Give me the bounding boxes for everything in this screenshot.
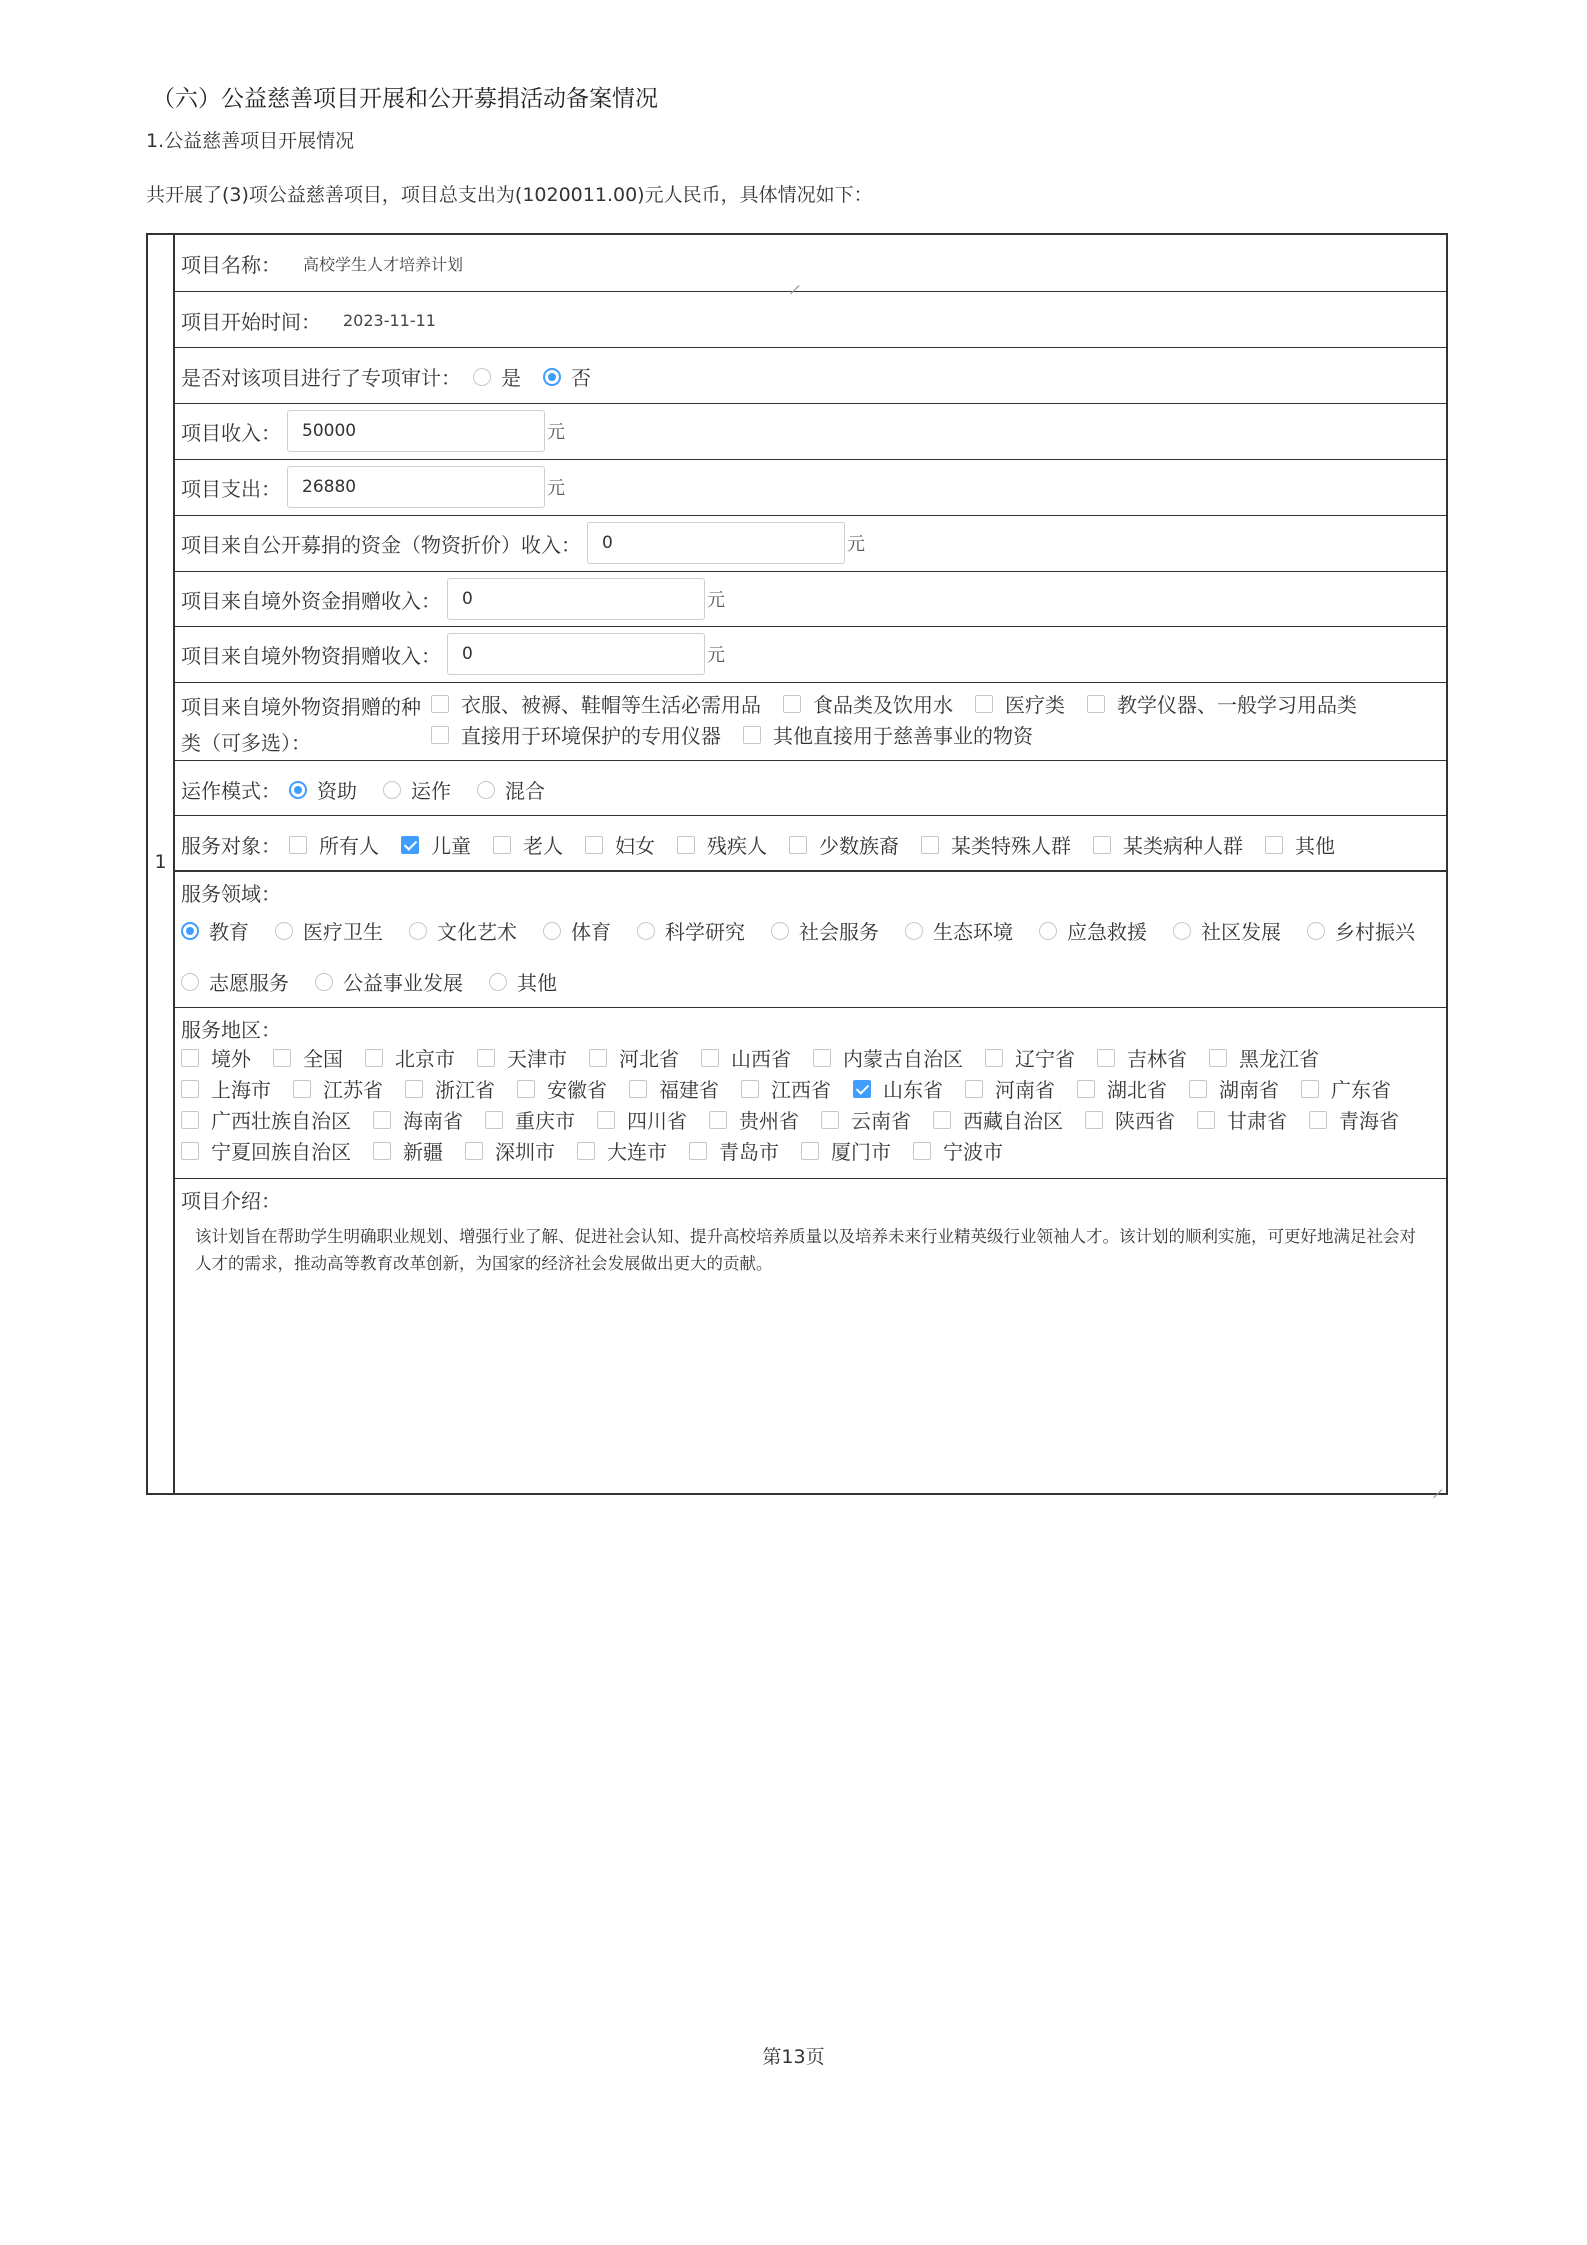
option-label: 甘肃省: [1227, 1109, 1287, 1133]
radio-icon[interactable]: [275, 922, 293, 940]
checkbox-icon[interactable]: [813, 1049, 831, 1067]
checkbox-icon[interactable]: [181, 1049, 199, 1067]
income-unit: 元: [547, 422, 565, 443]
region-row4-option[interactable]: [801, 1136, 891, 1165]
option-label: 文化艺术: [437, 920, 517, 944]
region-row4-option[interactable]: [689, 1136, 779, 1165]
checkbox-icon[interactable]: [517, 1080, 535, 1098]
overseas-fund-unit: 元: [707, 590, 725, 611]
radio-icon[interactable]: [477, 781, 495, 799]
option-label: 北京市: [395, 1047, 455, 1071]
field-row1-option[interactable]: [1307, 916, 1415, 945]
overseas-goods-input[interactable]: 0: [447, 633, 705, 675]
checkbox-icon[interactable]: [741, 1080, 759, 1098]
checkbox-icon[interactable]: [293, 1080, 311, 1098]
option-label: 重庆市: [515, 1109, 575, 1133]
field-row1-option[interactable]: [543, 916, 611, 945]
region-row2-option[interactable]: [1189, 1074, 1279, 1103]
checkbox-icon[interactable]: [597, 1111, 615, 1129]
region-row2-option[interactable]: [853, 1074, 943, 1103]
option-label: 海南省: [403, 1109, 463, 1133]
public-fund-label: 项目来自公开募捐的资金（物资折价）收入：: [181, 532, 581, 557]
checkbox-icon[interactable]: [431, 726, 449, 744]
overseas-goods-unit: 元: [707, 645, 725, 666]
field-row1-option[interactable]: [409, 916, 517, 945]
region-row2-option[interactable]: [741, 1074, 831, 1103]
region-row4-option[interactable]: [181, 1136, 351, 1165]
checkbox-icon[interactable]: [1189, 1080, 1207, 1098]
row-intro: [175, 1179, 1446, 1495]
option-label: 老人: [523, 834, 563, 858]
region-row4-option[interactable]: [577, 1136, 667, 1165]
target-line-option[interactable]: [1265, 830, 1335, 859]
radio-icon[interactable]: [1173, 922, 1191, 940]
checkbox-icon[interactable]: [709, 1111, 727, 1129]
checkbox-icon[interactable]: [1209, 1049, 1227, 1067]
region-row3-option[interactable]: [181, 1105, 351, 1134]
option-label: 所有人: [319, 834, 379, 858]
region-row1-option[interactable]: [1097, 1043, 1187, 1072]
option-label: 四川省: [627, 1109, 687, 1133]
mode-line-option[interactable]: [477, 775, 545, 804]
option-label: 某类病种人群: [1123, 834, 1243, 858]
field-row1-option[interactable]: [1173, 916, 1281, 945]
option-label: 宁夏回族自治区: [211, 1140, 351, 1164]
overseas-fund-label: 项目来自境外资金捐赠收入：: [181, 588, 441, 613]
audit-label: 是否对该项目进行了专项审计：: [181, 366, 461, 390]
row-service-region: [175, 1008, 1446, 1179]
project-name-field[interactable]: 高校学生人才培养计划: [303, 255, 464, 274]
field-row2-option[interactable]: [181, 967, 289, 996]
start-date-field[interactable]: 2023-11-11: [343, 311, 436, 330]
row-start-date: [175, 292, 1446, 348]
checkbox-icon[interactable]: [1093, 836, 1111, 854]
row-overseas-goods: [175, 627, 1446, 683]
region-row4-option[interactable]: [913, 1136, 1003, 1165]
option-label: 资助: [317, 779, 357, 803]
region-row3-option[interactable]: [485, 1105, 575, 1134]
region-row2-option[interactable]: [965, 1074, 1055, 1103]
region-row2-option[interactable]: [629, 1074, 719, 1103]
goods-type-label-1: 项目来自境外物资捐赠的种: [181, 695, 421, 719]
option-label: 科学研究: [665, 920, 745, 944]
option-label: 体育: [571, 920, 611, 944]
region-row3-option[interactable]: [933, 1105, 1063, 1134]
option-label: 青岛市: [719, 1140, 779, 1164]
expense-unit: 元: [547, 478, 565, 499]
region-row3-option[interactable]: [821, 1105, 911, 1134]
goods-row2-option[interactable]: [431, 720, 721, 749]
row-goods-types: [175, 683, 1446, 761]
overseas-fund-input[interactable]: 0: [447, 578, 705, 620]
option-label: 江西省: [771, 1078, 831, 1102]
resize-handle-icon[interactable]: [789, 277, 799, 287]
region-row2-option[interactable]: [405, 1074, 495, 1103]
row-expense: [175, 460, 1446, 516]
region-row1-option[interactable]: [985, 1043, 1075, 1072]
field-row1-option[interactable]: [181, 916, 249, 945]
checkbox-icon[interactable]: [1087, 695, 1105, 713]
region-row1-option[interactable]: [589, 1043, 679, 1072]
region-row1-option[interactable]: [477, 1043, 567, 1072]
field-row1-option[interactable]: [1039, 916, 1147, 945]
radio-icon[interactable]: [473, 368, 491, 386]
row-public-fund: [175, 516, 1446, 572]
region-row3-option[interactable]: [709, 1105, 799, 1134]
mode-label: 运作模式：: [181, 779, 281, 803]
option-label: 河南省: [995, 1078, 1055, 1102]
income-input[interactable]: 50000: [287, 410, 545, 452]
checkbox-icon[interactable]: [1085, 1111, 1103, 1129]
mode-line-option[interactable]: [289, 775, 357, 804]
option-label: 儿童: [431, 834, 471, 858]
checkbox-icon[interactable]: [485, 1111, 503, 1129]
checkbox-icon[interactable]: [577, 1142, 595, 1160]
overseas-goods-label: 项目来自境外物资捐赠收入：: [181, 643, 441, 668]
checkbox-icon[interactable]: [589, 1049, 607, 1067]
checkbox-icon[interactable]: [689, 1142, 707, 1160]
audit-option-yes[interactable]: 是: [473, 362, 521, 391]
checkbox-icon[interactable]: [365, 1049, 383, 1067]
target-line-option[interactable]: [585, 830, 655, 859]
radio-icon[interactable]: [181, 922, 199, 940]
checkbox-icon[interactable]: [405, 1080, 423, 1098]
target-line-option[interactable]: [493, 830, 563, 859]
checkbox-icon[interactable]: [921, 836, 939, 854]
option-label: 某类特殊人群: [951, 834, 1071, 858]
option-label: 运作: [411, 779, 451, 803]
row-project-name: [175, 235, 1446, 292]
option-label: 衣服、被褥、鞋帽等生活必需用品: [461, 693, 761, 717]
checkbox-icon[interactable]: [629, 1080, 647, 1098]
option-label: 厦门市: [831, 1140, 891, 1164]
radio-icon[interactable]: [1039, 922, 1057, 940]
goods-row2-option[interactable]: [743, 720, 1033, 749]
option-label: 少数族裔: [819, 834, 899, 858]
radio-icon[interactable]: [181, 973, 199, 991]
summary-text: 共开展了(3)项公益慈善项目，项目总支出为(1020011.00)元人民币，具体情况如下：: [146, 184, 873, 206]
option-label: 乡村振兴: [1335, 920, 1415, 944]
option-label: 浙江省: [435, 1078, 495, 1102]
option-label: 广东省: [1331, 1078, 1391, 1102]
region-row2-option[interactable]: [1301, 1074, 1391, 1103]
option-label: 广西壮族自治区: [211, 1109, 351, 1133]
radio-icon[interactable]: [637, 922, 655, 940]
checkbox-icon[interactable]: [965, 1080, 983, 1098]
checkbox-icon[interactable]: [431, 695, 449, 713]
public-fund-unit: 元: [847, 534, 865, 555]
option-label: 陕西省: [1115, 1109, 1175, 1133]
option-label: 食品类及饮用水: [813, 693, 953, 717]
option-label: 宁波市: [943, 1140, 1003, 1164]
target-line-option[interactable]: [677, 830, 767, 859]
checkbox-icon[interactable]: [677, 836, 695, 854]
target-line-option[interactable]: [921, 830, 1071, 859]
goods-row1-option[interactable]: [975, 689, 1065, 718]
region-row1-option[interactable]: [701, 1043, 791, 1072]
checkbox-icon[interactable]: [933, 1111, 951, 1129]
option-label: 社会服务: [799, 920, 879, 944]
region-row1-option[interactable]: [181, 1043, 251, 1072]
option-label: 教学仪器、一般学习用品类: [1117, 693, 1357, 717]
project-form-table: [146, 233, 1448, 1495]
goods-row1-option[interactable]: [1087, 689, 1357, 718]
start-date-label: 项目开始时间：: [181, 310, 321, 334]
row-service-field: [175, 872, 1446, 1008]
option-label: 河北省: [619, 1047, 679, 1071]
option-label: 教育: [209, 920, 249, 944]
mode-line-option[interactable]: [383, 775, 451, 804]
income-label: 项目收入：: [181, 420, 281, 445]
option-label: 湖南省: [1219, 1078, 1279, 1102]
option-label: 上海市: [211, 1078, 271, 1102]
target-line-option[interactable]: [401, 830, 471, 859]
option-label: 直接用于环境保护的专用仪器: [461, 724, 721, 748]
radio-icon[interactable]: [543, 922, 561, 940]
option-label: 安徽省: [547, 1078, 607, 1102]
field-row2-option[interactable]: [315, 967, 463, 996]
option-label: 吉林省: [1127, 1047, 1187, 1071]
option-label: 深圳市: [495, 1140, 555, 1164]
target-line-option[interactable]: [289, 830, 379, 859]
option-label: 残疾人: [707, 834, 767, 858]
goods-row1-option[interactable]: [783, 689, 953, 718]
option-label: 志愿服务: [209, 971, 289, 995]
checkbox-icon[interactable]: [1097, 1049, 1115, 1067]
checkbox-icon[interactable]: [477, 1049, 495, 1067]
radio-icon[interactable]: [1307, 922, 1325, 940]
checkbox-icon[interactable]: [465, 1142, 483, 1160]
checkbox-icon[interactable]: [401, 836, 419, 854]
row-audit: [175, 348, 1446, 404]
checkbox-icon[interactable]: [1077, 1080, 1095, 1098]
page-number: 第13页: [762, 2046, 825, 2068]
checkbox-icon[interactable]: [273, 1049, 291, 1067]
region-row2-option[interactable]: [293, 1074, 383, 1103]
radio-icon[interactable]: [543, 368, 561, 386]
resize-handle-icon[interactable]: [1432, 1481, 1442, 1491]
checkbox-icon[interactable]: [801, 1142, 819, 1160]
public-fund-input[interactable]: 0: [587, 522, 845, 564]
checkbox-icon[interactable]: [1301, 1080, 1319, 1098]
option-label: 湖北省: [1107, 1078, 1167, 1102]
section-heading: （六）公益慈善项目开展和公开募捐活动备案情况: [152, 86, 658, 112]
region-row2-option[interactable]: [517, 1074, 607, 1103]
option-label: 其他: [1295, 834, 1335, 858]
option-label: 公益事业发展: [343, 971, 463, 995]
checkbox-icon[interactable]: [493, 836, 511, 854]
project-name-label: 项目名称：: [181, 253, 281, 277]
option-label: 新疆: [403, 1140, 443, 1164]
project-index: 1: [154, 851, 167, 873]
checkbox-icon[interactable]: [1197, 1111, 1215, 1129]
option-label: 辽宁省: [1015, 1047, 1075, 1071]
checkbox-icon[interactable]: [701, 1049, 719, 1067]
checkbox-icon[interactable]: [585, 836, 603, 854]
option-label: 应急救援: [1067, 920, 1147, 944]
option-label: 青海省: [1339, 1109, 1399, 1133]
region-row1-option[interactable]: [1209, 1043, 1319, 1072]
region-row2-option[interactable]: [1077, 1074, 1167, 1103]
option-label: 社区发展: [1201, 920, 1281, 944]
radio-icon[interactable]: [489, 973, 507, 991]
radio-icon[interactable]: [409, 922, 427, 940]
target-line-option[interactable]: [789, 830, 899, 859]
radio-icon[interactable]: [771, 922, 789, 940]
expense-label: 项目支出：: [181, 476, 281, 501]
intro-label: 项目介绍：: [181, 1189, 281, 1213]
checkbox-icon[interactable]: [975, 695, 993, 713]
region-row3-option[interactable]: [1197, 1105, 1287, 1134]
option-label: 云南省: [851, 1109, 911, 1133]
option-label: 西藏自治区: [963, 1109, 1063, 1133]
region-row3-option[interactable]: [597, 1105, 687, 1134]
target-label: 服务对象：: [181, 834, 281, 858]
checkbox-icon[interactable]: [913, 1142, 931, 1160]
region-row4-option[interactable]: [465, 1136, 555, 1165]
option-label: 境外: [211, 1047, 251, 1071]
option-label: 全国: [303, 1047, 343, 1071]
option-label: 山东省: [883, 1078, 943, 1102]
checkbox-icon[interactable]: [821, 1111, 839, 1129]
option-label: 混合: [505, 779, 545, 803]
checkbox-icon[interactable]: [1309, 1111, 1327, 1129]
checkbox-icon[interactable]: [181, 1142, 199, 1160]
field-row1-option[interactable]: [771, 916, 879, 945]
region-row3-option[interactable]: [1309, 1105, 1399, 1134]
sub-heading: 1.公益慈善项目开展情况: [146, 130, 355, 152]
goods-type-label-2: 类（可多选）：: [181, 731, 311, 755]
checkbox-icon[interactable]: [373, 1142, 391, 1160]
option-label: 福建省: [659, 1078, 719, 1102]
option-label: 内蒙古自治区: [843, 1047, 963, 1071]
intro-textarea[interactable]: 该计划旨在帮助学生明确职业规划、增强行业了解、促进社会认知、提升高校培养质量以及培养未来行业精英级行业领袖人才。该计划的顺利实施，可更好地满足社会对人才的需求，推动高等教育改革创新，为国家的经济社会发展做出更大的贡献。: [195, 1227, 1416, 1273]
option-label: 其他: [517, 971, 557, 995]
region-row3-option[interactable]: [1085, 1105, 1175, 1134]
radio-icon[interactable]: [383, 781, 401, 799]
checkbox-icon[interactable]: [1265, 836, 1283, 854]
option-label: 其他直接用于慈善事业的物资: [773, 724, 1033, 748]
option-label: 医疗类: [1005, 693, 1065, 717]
region-row1-option[interactable]: [813, 1043, 963, 1072]
option-label: 妇女: [615, 834, 655, 858]
target-line-option[interactable]: [1093, 830, 1243, 859]
option-label: 山西省: [731, 1047, 791, 1071]
radio-icon[interactable]: [289, 781, 307, 799]
row-income: [175, 404, 1446, 460]
goods-row1-option[interactable]: [431, 689, 761, 718]
checkbox-icon[interactable]: [985, 1049, 1003, 1067]
region-label: 服务地区：: [181, 1018, 281, 1042]
row-service-target: [175, 816, 1446, 872]
checkbox-icon[interactable]: [743, 726, 761, 744]
checkbox-icon[interactable]: [783, 695, 801, 713]
audit-option-no[interactable]: 否: [543, 362, 591, 391]
region-row2-option[interactable]: [181, 1074, 271, 1103]
field-row1-option[interactable]: [905, 916, 1013, 945]
checkbox-icon[interactable]: [789, 836, 807, 854]
index-column: [148, 235, 175, 1493]
checkbox-icon[interactable]: [373, 1111, 391, 1129]
checkbox-icon[interactable]: [853, 1080, 871, 1098]
region-row3-option[interactable]: [373, 1105, 463, 1134]
region-row1-option[interactable]: [273, 1043, 343, 1072]
checkbox-icon[interactable]: [181, 1111, 199, 1129]
option-label: 贵州省: [739, 1109, 799, 1133]
row-mode: [175, 761, 1446, 816]
region-row1-option[interactable]: [365, 1043, 455, 1072]
field-label: 服务领域：: [181, 882, 281, 906]
checkbox-icon[interactable]: [181, 1080, 199, 1098]
field-row1-option[interactable]: [637, 916, 745, 945]
option-label: 黑龙江省: [1239, 1047, 1319, 1071]
option-label: 天津市: [507, 1047, 567, 1071]
radio-icon[interactable]: [315, 973, 333, 991]
expense-input[interactable]: 26880: [287, 466, 545, 508]
option-label: 江苏省: [323, 1078, 383, 1102]
option-label: 医疗卫生: [303, 920, 383, 944]
radio-icon[interactable]: [905, 922, 923, 940]
field-row2-option[interactable]: [489, 967, 557, 996]
field-row1-option[interactable]: [275, 916, 383, 945]
row-overseas-fund: [175, 572, 1446, 627]
region-row4-option[interactable]: [373, 1136, 443, 1165]
checkbox-icon[interactable]: [289, 836, 307, 854]
option-label: 大连市: [607, 1140, 667, 1164]
option-label: 生态环境: [933, 920, 1013, 944]
